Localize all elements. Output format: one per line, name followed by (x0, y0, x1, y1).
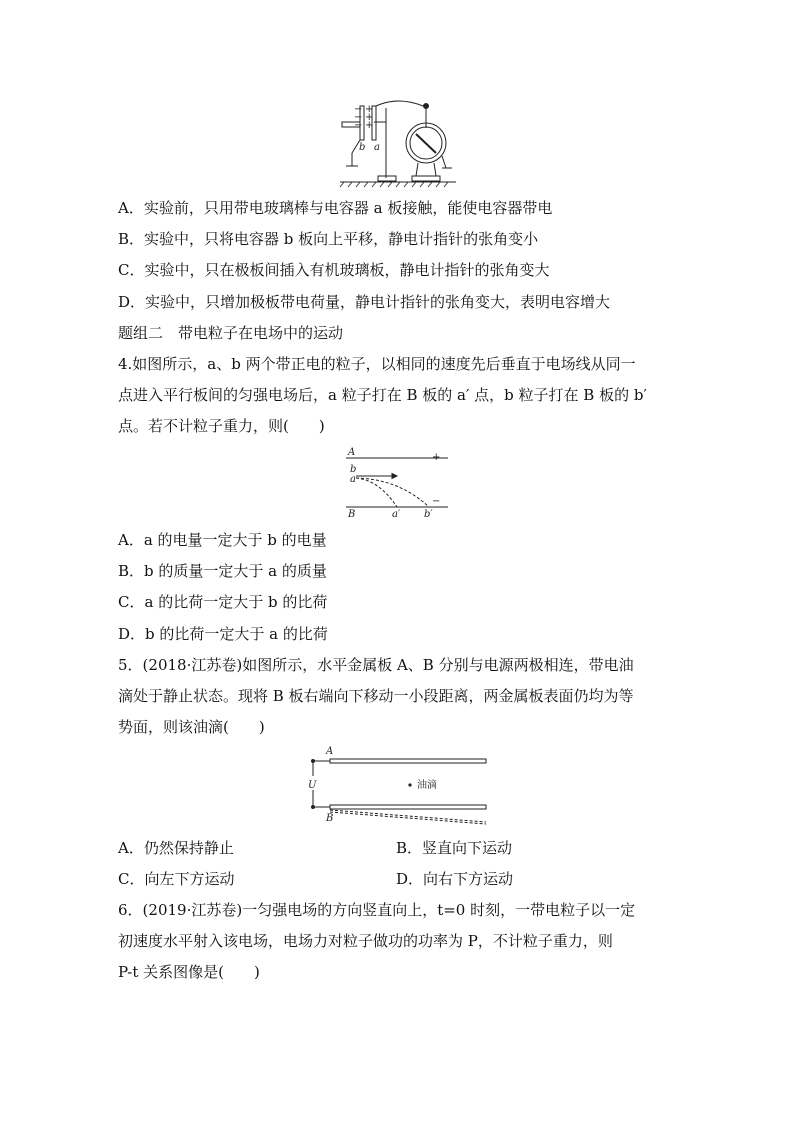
particle-b-label: b (350, 464, 357, 475)
svg-text:−: − (354, 112, 363, 123)
plate-a-label: a (374, 142, 380, 153)
q4-option-c: C．a 的比荷一定大于 b 的比荷 (118, 593, 328, 611)
q5-option-a: A．仍然保持静止 (118, 839, 234, 857)
minus-sign: − (432, 496, 441, 507)
q3-option-d: D．实验中，只增加极板带电荷量，静电计指针的张角变大，表明电容增大 (118, 293, 611, 311)
plate-B-label: B (326, 813, 334, 824)
plate-A-label: A (348, 447, 356, 458)
q4-line-2: 点进入平行板间的匀强电场后，a 粒子打在 B 板的 a′ 点，b 粒子打在 B 板的 b′ (118, 386, 647, 404)
b-prime-label: b′ (424, 509, 433, 520)
plate-B-label: B (348, 509, 356, 520)
oil-drop-label: 油滴 (417, 780, 437, 791)
voltage-label: U (308, 780, 317, 791)
q3-option-c: C．实验中，只在极板间插入有机玻璃板，静电计指针的张角变大 (118, 261, 550, 279)
svg-text:−: − (354, 104, 363, 115)
svg-text:+: + (365, 112, 374, 123)
q5-line-2: 滴处于静止状态。现将 B 板右端向下移动一小段距离，两金属板表面仍均为等 (118, 687, 634, 705)
q5-oil-drop-figure (304, 744, 494, 826)
q3-option-b: B．实验中，只将电容器 b 板向上平移，静电计指针的张角变小 (118, 230, 539, 248)
plus-sign: + (432, 452, 441, 463)
q4-option-d: D．b 的比荷一定大于 a 的比荷 (118, 625, 328, 643)
q3-option-a: A．实验前，只用带电玻璃棒与电容器 a 板接触，能使电容器带电 (118, 199, 553, 217)
svg-text:+: + (365, 120, 374, 131)
a-prime-label: a′ (392, 509, 401, 520)
svg-text:+: + (365, 104, 374, 115)
q4-line-3: 点。若不计粒子重力，则( ) (118, 417, 325, 435)
q4-option-b: B．b 的质量一定大于 a 的质量 (118, 562, 327, 580)
q4-option-a: A．a 的电量一定大于 b 的电量 (118, 531, 327, 549)
q5-line-3: 势面，则该油滴( ) (118, 718, 265, 736)
q6-line-1: 6．(2019·江苏卷)一匀强电场的方向竖直向上，t=0 时刻，一带电粒子以一定 (118, 901, 636, 919)
q6-line-2: 初速度水平射入该电场，电场力对粒子做功的功率为 P，不计粒子重力，则 (118, 932, 613, 950)
q5-line-1: 5．(2018·江苏卷)如图所示，水平金属板 A、B 分别与电源两极相连，带电油 (118, 656, 634, 674)
q6-line-3: P-t 关系图像是( ) (118, 963, 260, 981)
q4-plates-figure (344, 446, 454, 520)
plate-b-label: b (359, 142, 366, 153)
plate-A-label: A (326, 746, 334, 757)
q4-line-1: 4.如图所示，a、b 两个带正电的粒子，以相同的速度先后垂直于电场线从同一 (118, 355, 636, 373)
q5-option-d: D．向右下方运动 (396, 870, 514, 888)
q5-option-c: C．向左下方运动 (118, 870, 235, 888)
q5-option-b: B．竖直向下运动 (396, 839, 513, 857)
svg-text:−: − (354, 120, 363, 131)
particle-a-label: a (350, 474, 356, 485)
capacitor-electrometer-figure (338, 98, 460, 188)
section-title: 题组二 带电粒子在电场中的运动 (118, 324, 344, 342)
